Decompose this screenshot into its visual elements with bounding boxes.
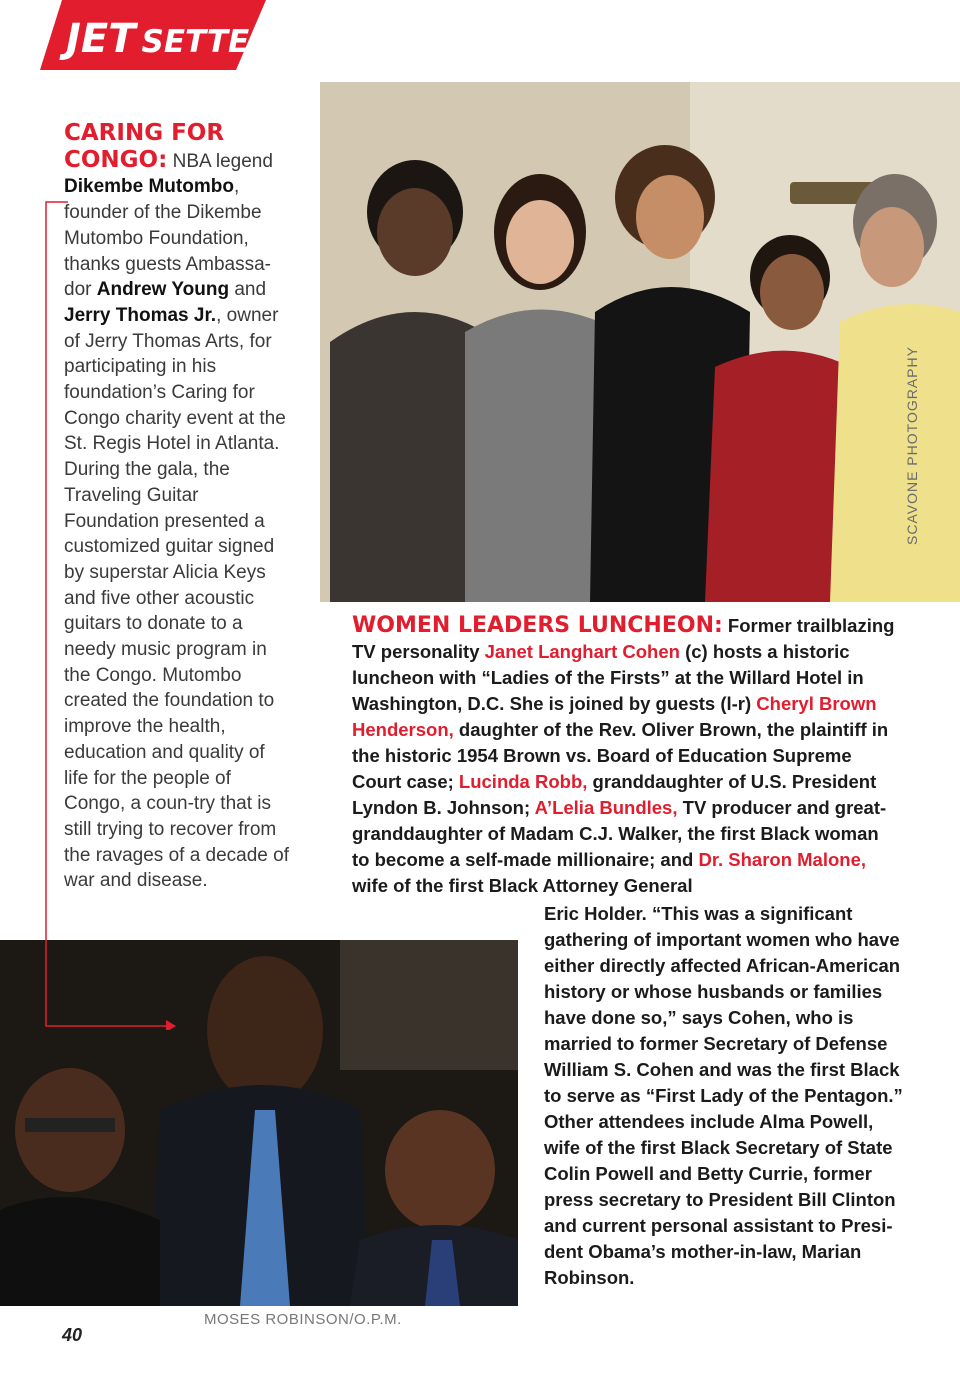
caring-text-2: and bbox=[229, 279, 267, 301]
banner-title bbox=[66, 16, 295, 62]
luncheon-name-cohen: Janet Langhart Cohen bbox=[484, 641, 680, 662]
caption-pointer-bracket bbox=[38, 200, 208, 1030]
luncheon-photo bbox=[320, 82, 960, 602]
caring-text-1: , founder of the Dikembe Mutombo Foundation, thanks guests Ambassa-dor bbox=[64, 176, 271, 301]
section-title: SETTERS bbox=[141, 24, 296, 60]
caring-intro: NBA legend bbox=[167, 150, 273, 172]
luncheon-text-2: (c) hosts a historic luncheon with “Ladies of the Firsts” at the Willard Hotel in Washington, D.C. She is joined by guests (l-r) bbox=[352, 641, 864, 714]
page-number: 40 bbox=[62, 1325, 83, 1345]
luncheon-article-continued: Eric Holder. “This was a significant gathering of important women who have either directly affected African-American history or whose husbands or families have done so,” says Cohen, who is married to former Secretary of Defense William S. Cohen and was the first Black to serve as “First Lady of the Pentagon.” Other attendees include Alma Powell, wife of the first Black Secretary of State Colin Powell and Betty Currie, former press secretary to President Bill Clinton and current personal assistant to Presi-dent Obama’s mother-in-law, Marian Robinson. bbox=[544, 903, 903, 1288]
photo-credit-bottom: MOSES ROBINSON/O.P.M. bbox=[204, 1311, 402, 1328]
luncheon-text-5: TV producer and great-granddaughter of Madam C.J. Walker, the first Black woman to become a self-made millionaire; and bbox=[352, 797, 887, 870]
caring-name-young: Andrew Young bbox=[96, 279, 230, 301]
luncheon-text-4: granddaughter of U.S. President Lyndon B. Johnson; bbox=[352, 771, 877, 818]
caring-headline: CARING FOR CONGO: bbox=[64, 120, 225, 173]
caring-name-thomas: Jerry Thomas Jr. bbox=[64, 304, 217, 326]
caring-name-mutombo: Dikembe Mutombo bbox=[64, 176, 234, 198]
luncheon-text-6: wife of the first Black Attorney General bbox=[352, 875, 693, 896]
luncheon-headline: WOMEN LEADERS LUNCHEON: bbox=[352, 613, 723, 638]
luncheon-name-bundles: A’Lelia Bundles, bbox=[534, 797, 678, 818]
header-banner bbox=[0, 0, 960, 72]
luncheon-photo-illustration bbox=[320, 82, 960, 602]
luncheon-name-robb: Lucinda Robb, bbox=[458, 771, 588, 792]
brand-logo: JET bbox=[66, 16, 136, 62]
luncheon-text-1: Former trailblazing TV personality bbox=[352, 615, 895, 662]
luncheon-text-3: daughter of the Rev. Oliver Brown, the plaintiff in the historic 1954 Brown vs. Board of Education Supreme Court case; bbox=[352, 719, 889, 792]
luncheon-article bbox=[352, 613, 897, 899]
photo-credit-top: SCAVONE PHOTOGRAPHY bbox=[904, 346, 920, 545]
luncheon-name-henderson: Cheryl Brown Henderson, bbox=[352, 693, 877, 740]
luncheon-name-malone: Dr. Sharon Malone, bbox=[698, 849, 867, 870]
caring-text-3: , owner of Jerry Thomas Arts, for participating in his foundation’s Caring for Congo charity event at the St. Regis Hotel in Atlanta. During the gala, the Traveling Guitar Foundation presented a customized guitar signed by superstar Alicia Keys and five other acoustic guitars to donate to a needy music program in the Congo. Mutombo created the foundation to improve the health, education and quality of life for the people of Congo, a coun-try that is still trying to recover from the ravages of a decade of war and disease. bbox=[64, 304, 289, 892]
